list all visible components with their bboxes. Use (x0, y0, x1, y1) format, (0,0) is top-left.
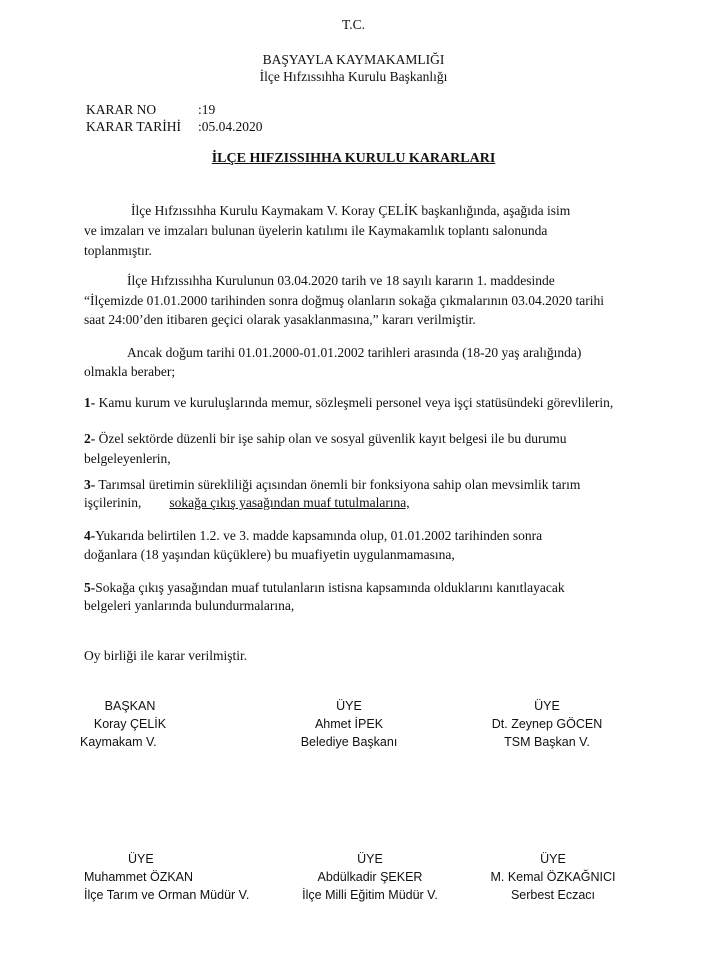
para2-line-3: saat 24:00’den itibaren geçici olarak yasaklanmasına,” kararı verilmiştir. (84, 312, 476, 327)
item-5 (84, 580, 565, 596)
header-tc: T.C. (342, 17, 365, 32)
para2-line-1: İlçe Hıfzıssıhha Kurulunun 03.04.2020 tarih ve 18 sayılı kararın 1. maddesinde (127, 273, 555, 288)
closing-statement: Oy birliği ile karar verilmiştir. (84, 648, 248, 663)
item-3-line-2 (84, 495, 410, 511)
item-number: 3- (84, 477, 96, 492)
item-text: Kamu kurum ve kuruluşlarında memur, sözleşmeli personel veya işçi statüsündeki görevlilerin, (95, 395, 614, 410)
signature-name: M. Kemal ÖZKAĞNICI (490, 870, 616, 884)
item-3-underlined-text: sokağa çıkış yasağından muaf tutulmalarına, (169, 495, 410, 510)
decision-date-value: :05.04.2020 (198, 119, 263, 134)
signature-block-member-4 (280, 850, 460, 904)
item-3 (84, 477, 580, 493)
signature-name: Muhammet ÖZKAN (84, 870, 194, 884)
para3-line-1: Ancak doğum tarihi 01.01.2000-01.01.2002 tarihleri arasında (18-20 yaş aralığında) (127, 345, 582, 360)
intro-line-3: toplanmıştır. (84, 243, 152, 258)
signature-name: Koray ÇELİK (93, 717, 167, 731)
item-text: Tarımsal üretimin sürekliliği açısından önemli bir fonksiyona sahip olan mevsimlik tarım (95, 477, 581, 492)
signature-role: ÜYE (128, 852, 154, 866)
item-text: Özel sektörde düzenli bir işe sahip olan ve sosyal güvenlik kayıt belgesi ile bu durumu (95, 431, 567, 446)
signature-title: Kaymakam V. (80, 735, 157, 749)
para2-line-2: “İlçemizde 01.01.2000 tarihinden sonra doğmuş olanların sokağa çıkmalarının 03.04.2020 tarihi (84, 293, 604, 308)
signature-block-chair (70, 697, 190, 751)
signature-title: Belediye Başkanı (300, 735, 398, 749)
signature-role: ÜYE (336, 699, 362, 713)
signature-block-member-2 (482, 697, 612, 751)
signature-name: Ahmet İPEK (314, 717, 384, 731)
signature-title: TSM Başkan V. (504, 735, 590, 749)
item-text: işçilerinin, (84, 495, 142, 510)
header-board: İlçe Hıfzıssıhha Kurulu Başkanlığı (259, 69, 448, 84)
item-number: 4- (84, 528, 96, 543)
signature-name: Dt. Zeynep GÖCEN (491, 717, 603, 731)
intro-line-2: ve imzaları ve imzaları bulunan üyelerin katılımı ile Kaymakamlık toplantı salonunda (84, 223, 548, 238)
para3-line-2: olmakla beraber; (84, 364, 176, 379)
decision-no-value: :19 (198, 102, 216, 117)
signature-title: İlçe Tarım ve Orman Müdür V. (84, 888, 250, 902)
signature-title: İlçe Milli Eğitim Müdür V. (302, 888, 438, 902)
header-office: BAŞYAYLA KAYMAKAMLIĞI (262, 52, 445, 67)
item-4 (84, 528, 542, 544)
decision-date-label: KARAR TARİHİ (86, 119, 182, 134)
item-number: 5- (84, 580, 96, 595)
signature-block-member-1 (289, 697, 409, 751)
item-4-line-2: doğanlara (18 yaşından küçüklere) bu muafiyetin uygulanmamasına, (84, 547, 455, 562)
signature-block-member-5 (478, 850, 628, 904)
item-number: 1- (84, 395, 96, 410)
item-text: Sokağa çıkış yasağından muaf tutulanların istisna kapsamında olduklarını kanıtlayacak (95, 580, 565, 595)
signature-role: ÜYE (357, 852, 383, 866)
signature-block-member-3 (72, 850, 272, 904)
item-5-line-2: belgeleri yanlarında bulundurmalarına, (84, 598, 295, 613)
signature-role: ÜYE (540, 852, 566, 866)
intro-line-1: İlçe Hıfzıssıhha Kurulu Kaymakam V. Koray ÇELİK başkanlığında, aşağıda isim (131, 203, 571, 218)
signature-title: Serbest Eczacı (510, 888, 596, 902)
document-title: İLÇE HIFZISSIHHA KURULU KARARLARI (211, 151, 496, 166)
signature-name: Abdülkadir ŞEKER (317, 870, 423, 884)
decision-no-label: KARAR NO (86, 102, 157, 117)
signature-role: BAŞKAN (104, 699, 156, 713)
item-text: Yukarıda belirtilen 1.2. ve 3. madde kapsamında olup, 01.01.2002 tarihinden sonra (95, 528, 543, 543)
item-2 (84, 431, 567, 447)
item-2-line-2: belgeleyenlerin, (84, 451, 171, 466)
signature-role: ÜYE (534, 699, 560, 713)
item-1 (84, 395, 613, 411)
item-number: 2- (84, 431, 96, 446)
